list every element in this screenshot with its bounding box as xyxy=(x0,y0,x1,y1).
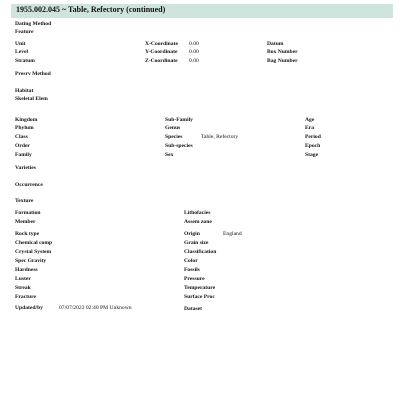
z-coordinate-value: 0.00 xyxy=(189,58,199,64)
record-title: 1955.002.045 ~ Table, Refectory (continued) xyxy=(16,5,166,14)
habitat-label: Habitat xyxy=(15,88,34,94)
sub-species-label: Sub-species xyxy=(165,143,193,149)
pressure-label: Pressure xyxy=(184,276,205,282)
dataset-label: Dataset xyxy=(184,306,203,312)
z-coordinate-label: Z-Coordinate xyxy=(145,58,178,64)
skeletal-elem-label: Skeletal Elem xyxy=(15,96,48,102)
presrv-method-label: Presrv Method xyxy=(15,71,51,77)
age-label: Age xyxy=(305,117,315,123)
family-label: Family xyxy=(15,152,32,158)
level-label: Level xyxy=(15,49,29,55)
period-label: Period xyxy=(305,134,321,140)
datum-label: Datum xyxy=(267,41,284,47)
surface-proc-label: Surface Proc xyxy=(184,294,215,300)
occurrence-label: Occurrence xyxy=(15,182,43,188)
kingdom-label: Kingdom xyxy=(15,117,38,123)
streak-label: Streak xyxy=(15,285,31,291)
fossils-label: Fossils xyxy=(184,267,200,273)
chemical-comp-label: Chemical comp xyxy=(15,240,53,246)
member-label: Member xyxy=(15,219,36,225)
bag-number-label: Bag Number xyxy=(267,58,298,64)
origin-label: Origin xyxy=(184,231,200,237)
formation-label: Formation xyxy=(15,210,41,216)
epoch-label: Epoch xyxy=(305,143,321,149)
era-label: Era xyxy=(305,125,315,131)
x-coordinate-label: X-Coordinate xyxy=(145,41,178,47)
texture-label: Texture xyxy=(15,198,34,204)
stratum-label: Stratum xyxy=(15,58,35,64)
order-label: Order xyxy=(15,143,30,149)
hardness-label: Hardness xyxy=(15,267,38,273)
sex-label: Sex xyxy=(165,152,174,158)
species-value: Table, Refectory xyxy=(201,134,239,140)
spec-gravity-label: Spec Gravity xyxy=(15,258,47,264)
dating-method-label: Dating Method xyxy=(15,21,52,27)
temperature-label: Temperature xyxy=(184,285,216,291)
x-coordinate-value: 0.00 xyxy=(189,41,199,47)
y-coordinate-label: Y-Coordinate xyxy=(145,49,178,55)
class-label: Class xyxy=(15,134,28,140)
genus-label: Genus xyxy=(165,125,181,131)
feature-label: Feature xyxy=(15,29,34,35)
assem-zone-label: Assem zone xyxy=(184,219,212,225)
color-label: Color xyxy=(184,258,198,264)
varieties-label: Varieties xyxy=(15,165,36,171)
y-coordinate-value: 0.00 xyxy=(189,49,199,55)
luster-label: Luster xyxy=(15,276,31,282)
updated-by-label: Updated/by xyxy=(15,305,43,311)
fracture-label: Fracture xyxy=(15,294,37,300)
lithofacies-label: Lithofacies xyxy=(184,210,211,216)
rock-type-label: Rock type xyxy=(15,231,40,237)
unit-label: Unit xyxy=(15,41,26,47)
grain-size-label: Grain size xyxy=(184,240,209,246)
stage-label: Stage xyxy=(305,152,319,158)
species-label: Species xyxy=(165,134,183,140)
classification-label: Classification xyxy=(184,249,217,255)
updated-by-value: 07/07/2023 02:40 PM Unknown xyxy=(59,305,132,311)
sub-family-label: Sub-Family xyxy=(165,117,193,123)
phylum-label: Phylum xyxy=(15,125,34,131)
box-number-label: Box Number xyxy=(267,49,298,55)
origin-value: England xyxy=(223,231,242,237)
crystal-system-label: Crystal System xyxy=(15,249,52,255)
